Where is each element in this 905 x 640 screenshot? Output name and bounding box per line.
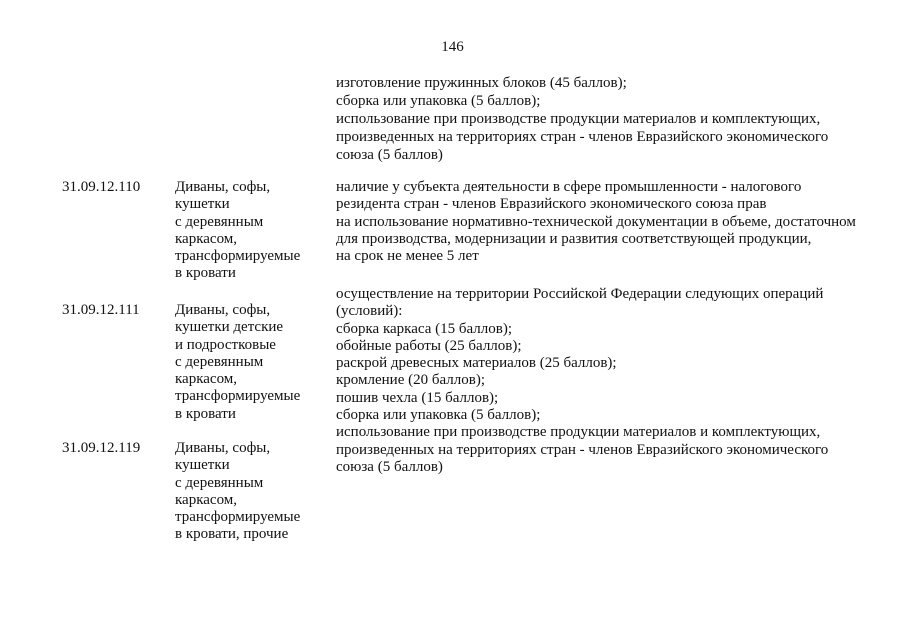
product-name xyxy=(175,302,300,423)
product-code: 31.09.12.110 xyxy=(62,179,141,195)
product-code: 31.09.12.111 xyxy=(62,302,140,318)
text-line: изготовление пружинных блоков (45 баллов); xyxy=(336,75,627,91)
product-name-line: кушетки xyxy=(175,196,230,213)
text-line: на использование нормативно-технической документации в объеме, достаточном xyxy=(336,213,856,230)
product-name-line: трансформируемые xyxy=(175,388,301,405)
text-line: на срок не менее 5 лет xyxy=(336,248,479,265)
requirements-paragraph xyxy=(336,179,856,265)
product-name-line: кушетки детские xyxy=(175,319,284,336)
text-line: союза (5 баллов) xyxy=(336,146,443,163)
product-name-line: кушетки xyxy=(175,457,230,474)
product-code: 31.09.12.119 xyxy=(62,440,141,456)
text-line: наличие у субъекта деятельности в сфере промышленности - налогового xyxy=(336,179,802,195)
product-name-line: в кровати xyxy=(175,265,236,282)
text-line: произведенных на территориях стран - членов Евразийского экономического xyxy=(336,128,829,145)
product-name xyxy=(175,440,300,544)
product-name-line: каркасом, xyxy=(175,371,238,388)
product-name-line: каркасом, xyxy=(175,491,238,508)
text-line: использование при производстве продукции материалов и комплектующих, xyxy=(336,110,821,127)
text-line: раскрой древесных материалов (25 баллов); xyxy=(336,355,617,372)
product-name-line: Диваны, софы, xyxy=(175,302,271,318)
product-name-line: и подростковые xyxy=(175,336,276,353)
text-line: сборка или упаковка (5 баллов); xyxy=(336,92,541,109)
product-name-line: трансформируемые xyxy=(175,509,301,526)
text-line: кромление (20 баллов); xyxy=(336,372,485,389)
product-name-line: в кровати, прочие xyxy=(175,526,289,543)
text-line: союза (5 баллов) xyxy=(336,458,443,475)
text-line: обойные работы (25 баллов); xyxy=(336,337,522,354)
requirements-paragraph xyxy=(336,286,828,476)
product-name-line: трансформируемые xyxy=(175,248,301,265)
text-line: использование при производстве продукции материалов и комплектующих, xyxy=(336,424,821,441)
text-line: для производства, модернизации и развития соответствующей продукции, xyxy=(336,230,812,247)
product-name-line: Диваны, софы, xyxy=(175,179,271,195)
product-name-line: каркасом, xyxy=(175,230,238,247)
text-line: пошив чехла (15 баллов); xyxy=(336,389,499,406)
text-line: произведенных на территориях стран - членов Евразийского экономического xyxy=(336,441,829,458)
page-number: 146 xyxy=(441,39,464,55)
product-name-line: Диваны, софы, xyxy=(175,440,271,456)
product-name-line: с деревянным xyxy=(175,213,264,230)
product-name-line: в кровати xyxy=(175,405,236,422)
product-name-line: с деревянным xyxy=(175,353,264,370)
text-line: осуществление на территории Российской Федерации следующих операций xyxy=(336,286,824,302)
requirements-continuation xyxy=(336,75,828,164)
text-line: сборка или упаковка (5 баллов); xyxy=(336,407,541,424)
text-line: (условий): xyxy=(336,303,403,320)
text-line: резидента стран - членов Евразийского экономического союза прав xyxy=(336,196,767,213)
product-name xyxy=(175,179,300,283)
product-name-line: с деревянным xyxy=(175,474,264,491)
text-line: сборка каркаса (15 баллов); xyxy=(336,320,513,337)
